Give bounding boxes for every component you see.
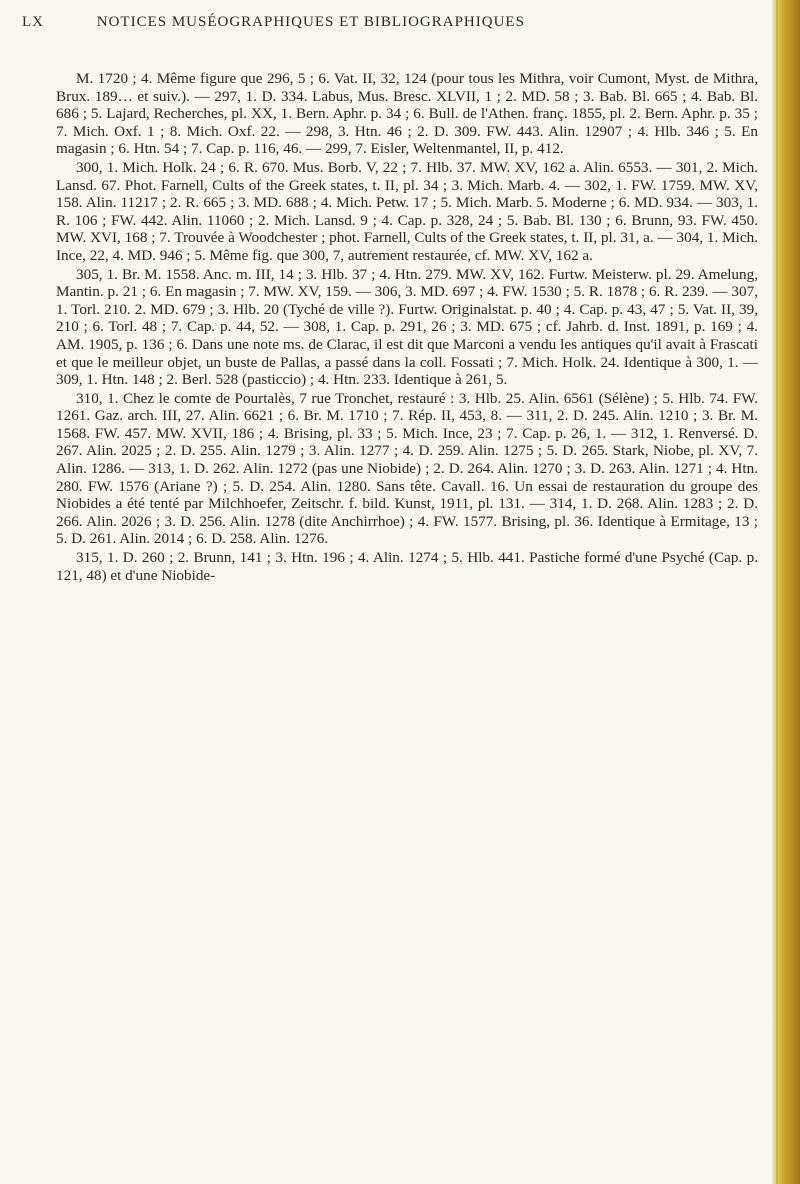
page-edge-line xyxy=(776,0,778,1184)
running-header xyxy=(22,14,752,31)
paragraph-305-309: 305, 1. Br. M. 1558. Anc. m. III, 14 ; 3. Hlb. 37 ; 4. Htn. 279. MW. XV, 162. Furtw. Meisterw. pl. 29. Amelung, Mantin. p. 21 ; 6. En magasin ; 7. MW. XV, 159. — 306, 3. MD. 697 ; 4. FW. 1530 ; 5. R. 1878 ; 6. R. 239. — 307, 1. Torl. 210. 2. MD. 679 ; 3. Hlb. 20 (Tyché de ville ?). Furtw. Originalstat. p. 40 ; 4. Cap. p. 43, 47 ; 5. Vat. II, 39, 210 ; 6. Torl. 48 ; 7. Cap. p. 44, 52. — 308, 1. Cap. p. 291, 26 ; 3. MD. 675 ; cf. Jahrb. d. Inst. 1891, p. 169 ; 4. AM. 1905, p. 136 ; 6. Dans une note ms. de Clarac, il est dit que Marconi a vendu les antiques qu'il avait à Frascati et que le meilleur objet, un buste de Pallas, a passé dans la coll. Fossati ; 7. Mich. Holk. 24. Identique à 300, 1. — 309, 1. Htn. 148 ; 2. Berl. 528 (pasticcio) ; 4. Htn. 233. Identique à 261, 5. xyxy=(56,265,758,389)
paragraph-300-304: 300, 1. Mich. Holk. 24 ; 6. R. 670. Mus. Borb. V, 22 ; 7. Hlb. 37. MW. XV, 162 a. Alin. 6553. — 301, 2. Mich. Lansd. 67. Phot. Farnell, Cults of the Greek states, t. II, pl. 34 ; 3. Mich. Marb. 4. — 302, 1. FW. 1759. MW. XV, 158. Alin. 11217 ; 2. R. 665 ; 3. MD. 688 ; 4. Mich. Petw. 17 ; 5. Mich. Marb. 5. Moderne ; 6. MD. 934. — 303, 1. R. 106 ; FW. 442. Alin. 11060 ; 2. Mich. Lansd. 9 ; 4. Cap. p. 328, 24 ; 5. Bab. Bl. 130 ; 6. Brunn, 93. FW. 450. MW. XVI, 168 ; 7. Trouvée à Woodchester ; phot. Farnell, Cults of the Greek states, t. II, pl. 31, a. — 304, 1. Mich. Ince, 22, 4. MD. 946 ; 5. Même fig. que 300, 7, autrement restaurée, cf. MW. XV, 162 a. xyxy=(56,158,758,264)
running-title: NOTICES MUSÉOGRAPHIQUES ET BIBLIOGRAPHIQUES xyxy=(96,14,525,30)
body-text xyxy=(56,70,758,585)
paragraph-296-299: M. 1720 ; 4. Même figure que 296, 5 ; 6. Vat. II, 32, 124 (pour tous les Mithra, voir Cumont, Myst. de Mithra, Brux. 189… et suiv.). — 297, 1. D. 334. Labus, Mus. Bresc. XLVII, 1 ; 2. MD. 58 ; 3. Bab. Bl. 665 ; 4. Bab. Bl. 686 ; 5. Lajard, Recherches, pl. XX, 1. Bern. Aphr. p. 34 ; 6. Bull. de l'Athen. franç. 1855, pl. 2. Bern. Aphr. p. 35 ; 7. Mich. Oxf. 1 ; 8. Mich. Oxf. 22. — 298, 3. Htn. 46 ; 2. D. 309. FW. 443. Alin. 12907 ; 4. Hlb. 346 ; 5. En magasin ; 6. Htn. 54 ; 7. Cap. p. 116, 46. — 299, 7. Eisler, Weltenmantel, II, p. 412. xyxy=(56,70,758,158)
paragraph-315: 315, 1. D. 260 ; 2. Brunn, 141 ; 3. Htn. 196 ; 4. Alin. 1274 ; 5. Hlb. 441. Pastiche formé d'une Psyché (Cap. p. 121, 48) et d'une Niobide- xyxy=(56,549,758,584)
page-folio: LX xyxy=(22,14,44,30)
paragraph-310-314: 310, 1. Chez le comte de Pourtalès, 7 rue Tronchet, restauré : 3. Hlb. 25. Alin. 6561 (Sélène) ; 5. Hlb. 74. FW. 1261. Gaz. arch. III, 27. Alin. 6621 ; 6. Br. M. 1710 ; 7. Rép. II, 453, 8. — 311, 2. D. 245. Alin. 1210 ; 3. Br. M. 1568. FW. 457. MW. XVII, 186 ; 4. Brising, pl. 33 ; 5. Mich. Ince, 23 ; 7. Cap. p. 26, 1. — 312, 1. Renversé. D. 267. Alin. 2025 ; 2. D. 255. Alin. 1279 ; 3. Alin. 1277 ; 4. D. 259. Alin. 1275 ; 5. D. 265. Stark, Niobe, pl. XV, 7. Alin. 1286. — 313, 1. D. 262. Alin. 1272 (pas une Niobide) ; 2. D. 264. Alin. 1270 ; 3. D. 263. Alin. 1271 ; 4. Htn. 280. FW. 1576 (Ariane ?) ; 5. D. 254. Alin. 1280. Sans tête. Cavall. 16. Un essai de restauration du groupe des Niobides a été tenté par Milchhoefer, Zeitschr. f. bild. Kunst, 1911, pl. 131. — 314, 1. D. 268. Alin. 1283 ; 2. D. 266. Alin. 2026 ; 3. D. 256. Alin. 1278 (dite Anchirrhoe) ; 4. FW. 1577. Brising, pl. 36. Identique à Ermitage, 13 ; 5. D. 261. Alin. 2014 ; 6. D. 258. Alin. 1276. xyxy=(56,389,758,548)
